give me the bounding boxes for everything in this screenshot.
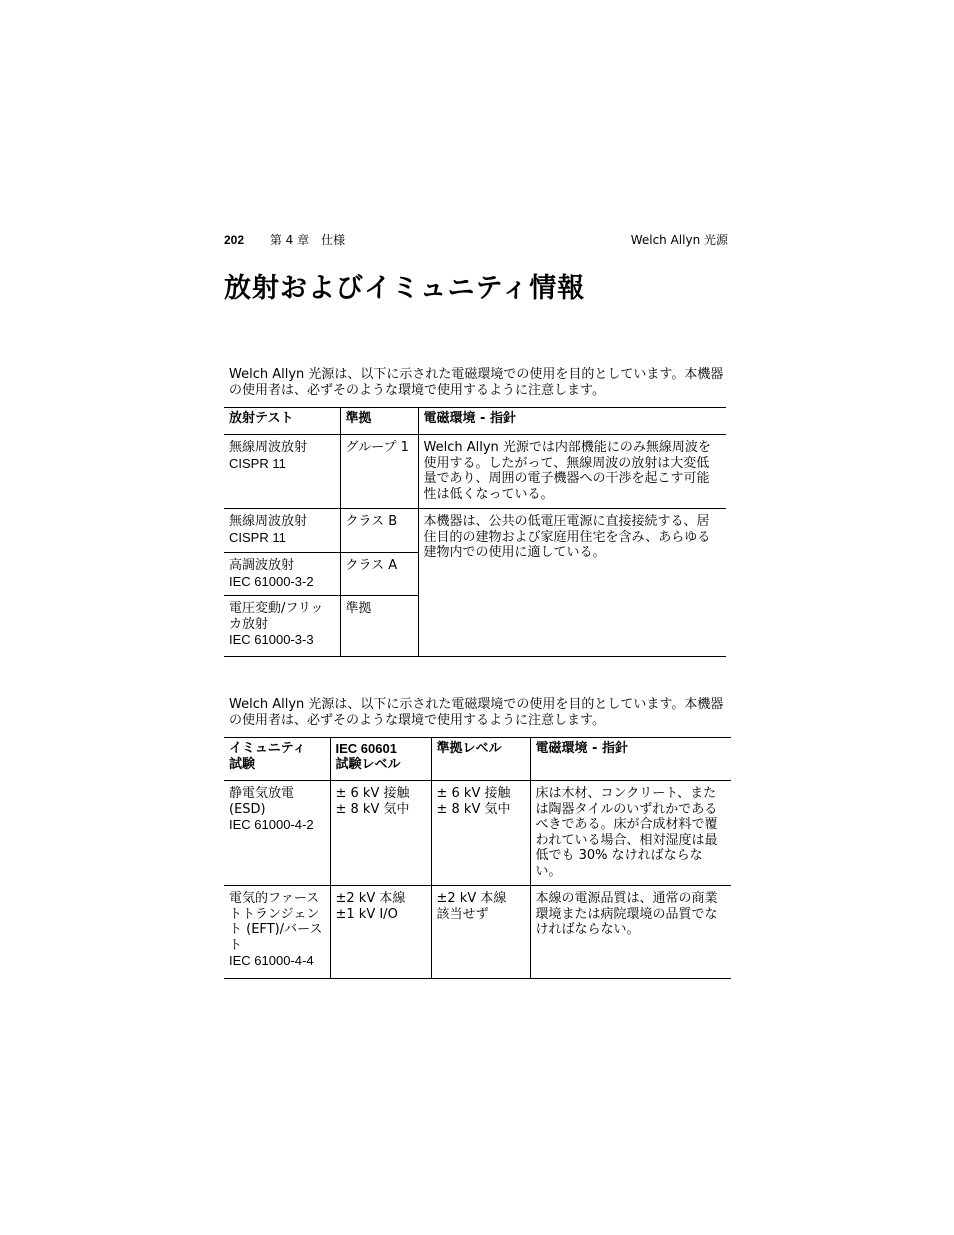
- compliance-level-cell: ±2 kV 本線 該当せず: [431, 886, 530, 979]
- table-row: [224, 781, 731, 886]
- compliance-cell: グループ 1: [340, 435, 418, 509]
- immunity-table: [224, 737, 731, 979]
- page-title: 放射およびイミュニティ情報: [224, 273, 586, 304]
- col-header-test-level: IEC 60601 試験レベル: [330, 738, 431, 781]
- col-header-environment: 電磁環境 - 指針: [418, 408, 726, 435]
- compliance-cell: クラス A: [340, 553, 418, 596]
- chapter-title: 第 4 章 仕様: [269, 233, 346, 247]
- running-header-left: [224, 231, 345, 248]
- test-level-cell: ±2 kV 本線 ±1 kV I/O: [330, 886, 431, 979]
- col-header-immunity-test: イミュニティ 試験: [224, 738, 330, 781]
- test-cell: 無線周波放射 CISPR 11: [229, 514, 308, 545]
- compliance-cell: 準拠: [340, 596, 418, 657]
- running-header-right: Welch Allyn 光源: [630, 233, 728, 247]
- page-number: 202: [224, 233, 245, 247]
- table-row: [224, 886, 731, 979]
- emissions-intro: Welch Allyn 光源は、以下に示された電磁環境での使用を目的としています。本機器の使用者は、必ずそのような環境で使用するように注意します。: [229, 367, 724, 398]
- col-header-test: 放射テスト: [224, 408, 340, 435]
- table-row: [224, 509, 726, 553]
- emissions-table: [224, 407, 726, 657]
- immunity-intro: Welch Allyn 光源は、以下に示された電磁環境での使用を目的としています。本機器の使用者は、必ずそのような環境で使用するように注意します。: [229, 697, 724, 728]
- environment-cell: 本線の電源品質は、通常の商業環境または病院環境の品質でなければならない。: [530, 886, 731, 979]
- col-header-environment: 電磁環境 - 指針: [530, 738, 731, 781]
- environment-cell: Welch Allyn 光源では内部機能にのみ無線周波を使用する。したがって、無線周波の放射は大変低量であり、周囲の電子機器への干渉を起こす可能性は低くなっている。: [418, 435, 726, 509]
- environment-cell: 本機器は、公共の低電圧電源に直接接続する、居住目的の建物および家庭用住宅を含み、あらゆる建物内での使用に適している。: [418, 509, 726, 657]
- test-cell: 無線周波放射 CISPR 11: [229, 440, 308, 471]
- col-header-compliance: 準拠: [340, 408, 418, 435]
- table-header-row: [224, 408, 726, 435]
- compliance-level-cell: ± 6 kV 接触 ± 8 kV 気中: [431, 781, 530, 886]
- table-row: [224, 435, 726, 509]
- test-cell: 電圧変動/フリッカ放射 IEC 61000-3-3: [229, 601, 324, 647]
- table-header-row: [224, 738, 731, 781]
- compliance-cell: クラス B: [340, 509, 418, 553]
- test-cell: 電気的ファーストトランジェント (EFT)/バースト IEC 61000-4-4: [229, 891, 323, 968]
- environment-cell: 床は木材、コンクリート、または陶器タイルのいずれかであるべきである。床が合成材料で覆われている場合、相対湿度は最低でも 30% なければならない。: [530, 781, 731, 886]
- test-cell: 静電気放電 (ESD) IEC 61000-4-2: [229, 786, 314, 832]
- test-cell: 高調波放射 IEC 61000-3-2: [229, 558, 314, 589]
- col-header-compliance-level: 準拠レベル: [431, 738, 530, 781]
- test-level-cell: ± 6 kV 接触 ± 8 kV 気中: [330, 781, 431, 886]
